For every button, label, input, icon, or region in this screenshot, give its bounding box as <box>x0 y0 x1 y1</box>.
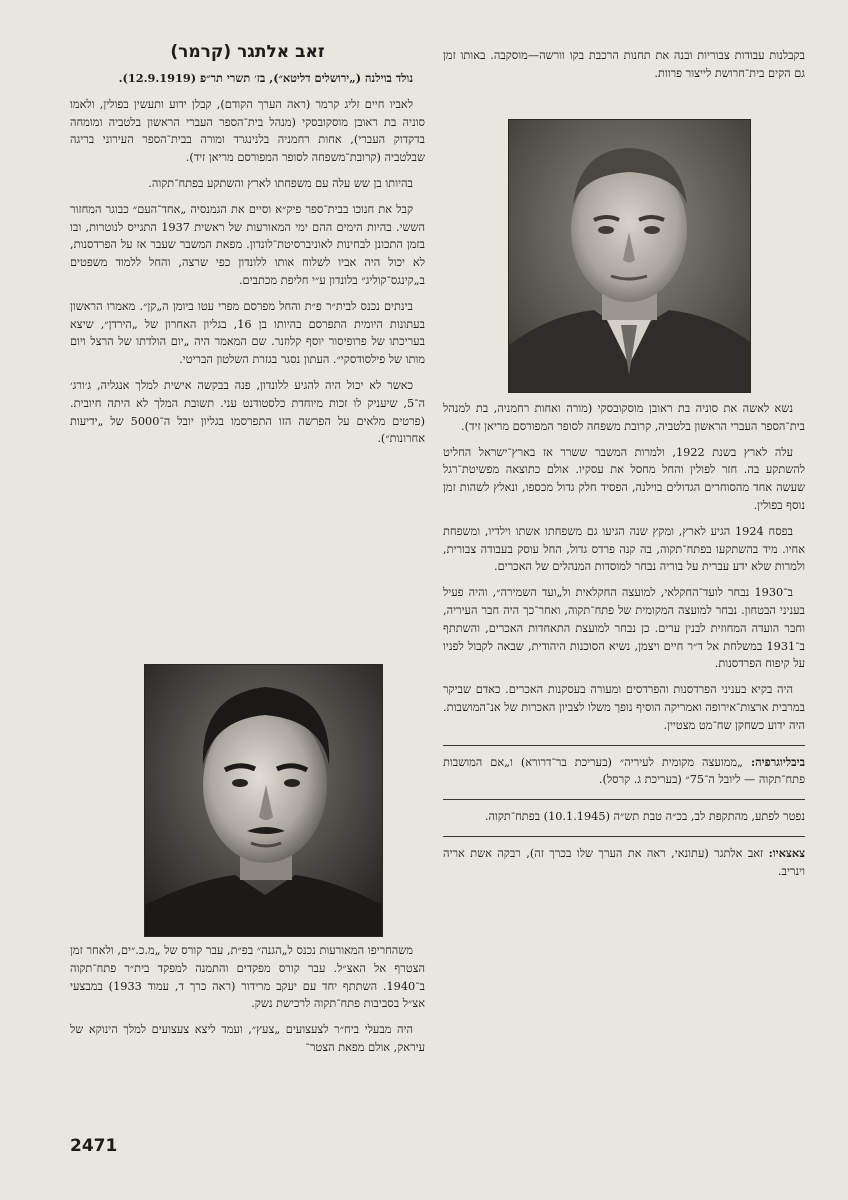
article-title: זאב אלתגר (קרמר) <box>170 42 325 62</box>
right-column-body <box>443 400 805 889</box>
right-paragraph: ב־1930 נבחר לועד־החקלאי, למועצה החקלאית ול„ועד השמירה״, והיה פעיל בעניני הבטחון. נבחר למועצה המקומית של פתח־תקוה, ואחר־כך היה חבר העיריה, וחבר הועדה המחוזית לבנין ערים. כן נבחר למועצת התאחדות האכרים, והשתתף ב־1931 במשלחת אל ד״ר חיים ויצמן, נשיא הסוכנות היהודית, שבאה לקבול לפניו על קיפוח הפרדסנות. <box>443 586 805 671</box>
left-column-top <box>70 40 425 456</box>
left-paragraph: היה מבעלי ביח״ר לצעצועים „צעץ״, ועמד ליצא צעצועים למלך הינוקא של עיראק, אולם מפאת הצטר־ <box>70 1023 425 1054</box>
bibliography-text: „ממועצה מקומית לעיריה״ (בעריכת בר־דרורא) ו„אם המושבות פתח־תקוה — ליובל ה־75״ (בעריכת ג. קרסל). <box>443 755 805 787</box>
bibliography-label: ביבליוגרפיה: <box>750 754 806 769</box>
left-paragraph: כאשר לא יכול היה להגיע ללונדון, פנה בבקשה אישית למלך אנגליה, ג׳ורג׳ ה־5, שיעניק לו זכות מיוחדת כלסטודנט עני. תשובת המלך לא היתה חיובית. (פרטים מלאים על הפרשה הזו התפרסמו בגליון יובל ה־5000 של „ידיעות אחרונות״). <box>70 378 425 446</box>
left-paragraph: משהחריפו המאורעות נכנס ל„הגנה״ בפ״ת, עבר קורס של „מ.כ.״ים, ולאחר זמן הצטרף אל האצ״ל. עבר קורס מפקדים והתמנה למפקד בית״ר פתח־תקוה ב־1940. השתתף יחד עם יעקב מרידור (ראה כרך ד, עמוד 1933) במבצעי אצ״ל בסביבות פתח־תקוה לרכישת נשק. <box>70 944 426 1011</box>
section-divider <box>443 836 805 837</box>
right-paragraph: בפסח 1924 הגיע לארץ, ומקץ שנה הגיעו גם משפחתו אשתו וילדיו, ומשפחת אחיו. מיד בהשתקעו בפתח־תקוה, בה קנה פרדס גדול, החל עוסק בעבודה צבורית, ולמרות שלא ידע עברית על בוריה נבחר למוסדות המנהלים של האכרים. <box>443 524 805 574</box>
left-paragraph: בהיותו בן שש עלה עם משפחתו לארץ והשתקע בפתח־תקוה. <box>148 176 413 190</box>
right-column-top <box>443 47 805 91</box>
portrait-photo-zeev-altger <box>145 665 382 936</box>
descendants-text: זאב אלתגר (עתונאי, ראה את הערך שלו בכרך זה), רבקה אשת אריה וינריב. <box>443 846 805 878</box>
portrait-photo-chaim-kramer <box>509 120 750 392</box>
death-notice: נפטר לפתע, מהתקפת לב, בכ״ה טבת תש״ה (10.1.1945) בפתח־תקוה. <box>484 810 805 824</box>
left-paragraph: בינתים נכנס לבית״ר פ״ת והחל מפרסם מפרי עטו ביומן ה„קן״. מאמרו הראשון בעתונות היומית התפרסם בהיותו בן 16, בגליון האחרון של „הירדן״, שיצא בעריכתו של פרופיסור יוסף קלוזנר. שם המאמר היה „יום הולדתו של הרצל ויום מותו של פילסודסקי״. העתון נסגר בגזרת השלטון הבריטי. <box>70 299 426 367</box>
descendants-label: צאצאיו: <box>768 845 805 860</box>
left-paragraph: קבל את חנוכו בבית־ספר פיק״א וסיים את הגמנסיה „אחד־העם״ כבוגר המחזור הששי. בהיות הימים ההם ימי המאורעות של ראשית 1937 התגייס לנוטרות, ובו בזמן התכונן לבחינות לאוניברסיטת־לונדון. מפאת המשבר שעבר אז על הפרדסנות, לא יכול היה אביו לשלוח אותו ללונדון כפי שרצה, והחל ללמוד משפטים ב„קינגס־קוליג״ בלונדון ע״י חליפת מכתבים. <box>70 202 425 287</box>
section-divider <box>443 745 805 746</box>
left-paragraph: לאביו חיים זליג קרמר (ראה הערך הקודם), קבלן ידוע ותעשין בפולין, ולאמו סוניה בת ראובן מוסקובסקי (מנהל בית־הספר העברי הראשון בלטביה ומומחה בדקדוק העברי), אחות רחמניה בלנינגרד ומורה בבית־הספר העירוני בריגה שבלטביה (קרובת־משפחה לסופר המפורסם מריאן זיד). <box>70 97 425 165</box>
left-column-bottom <box>70 942 425 1065</box>
article-lede: נולד בוילנה („ירושלים דליטא״), בז׳ תשרי תר״פ (12.9.1919). <box>118 71 413 85</box>
page-number: 2471 <box>70 1136 118 1156</box>
descendants <box>443 845 805 881</box>
bibliography <box>443 754 805 790</box>
right-paragraph: עלה לארץ בשנת 1922, ולמרות המשבר ששרר אז בארץ־ישראל החליט להשתקע בה. חזר לפולין והחל מחסל את עסקיו. אולם כתוצאה מפשיטת־רגל שעשה אחד מהסוחרים הגדולים בוילנה, הפסיד חלק גדול מכספו, ונאלץ לשהות זמן נוסף בפולין. <box>443 445 805 512</box>
right-paragraph: היה בקיא בעניני הפרדסנות והפרדסים ומעורה בעסקנות האכרים. כאדם שביקר במרבית ארצות־אירופה ואמריקה הוסיף נופך משלו לצביון האכרות של אנ־המושבות. היה ידוע כשחקן שח־מט מצטיין. <box>443 683 805 732</box>
right-intro-paragraph: בקבלנות עבודות צבוריות ובנה את תחנות הרכבת בקו וורשה—מוסקבה. באותו זמן גם הקים בית־חרושת לייצור פרוות. <box>443 49 805 80</box>
section-divider <box>443 799 805 800</box>
right-paragraph: נשא לאשה את סוניה בת ראובן מוסקובסקי (מורה ואחות רחמניה, בת למנהל בית־הספר העברי הראשון בלטביה, קרובת משפחה לסופר המפורסם מריאן זיד). <box>443 402 805 433</box>
